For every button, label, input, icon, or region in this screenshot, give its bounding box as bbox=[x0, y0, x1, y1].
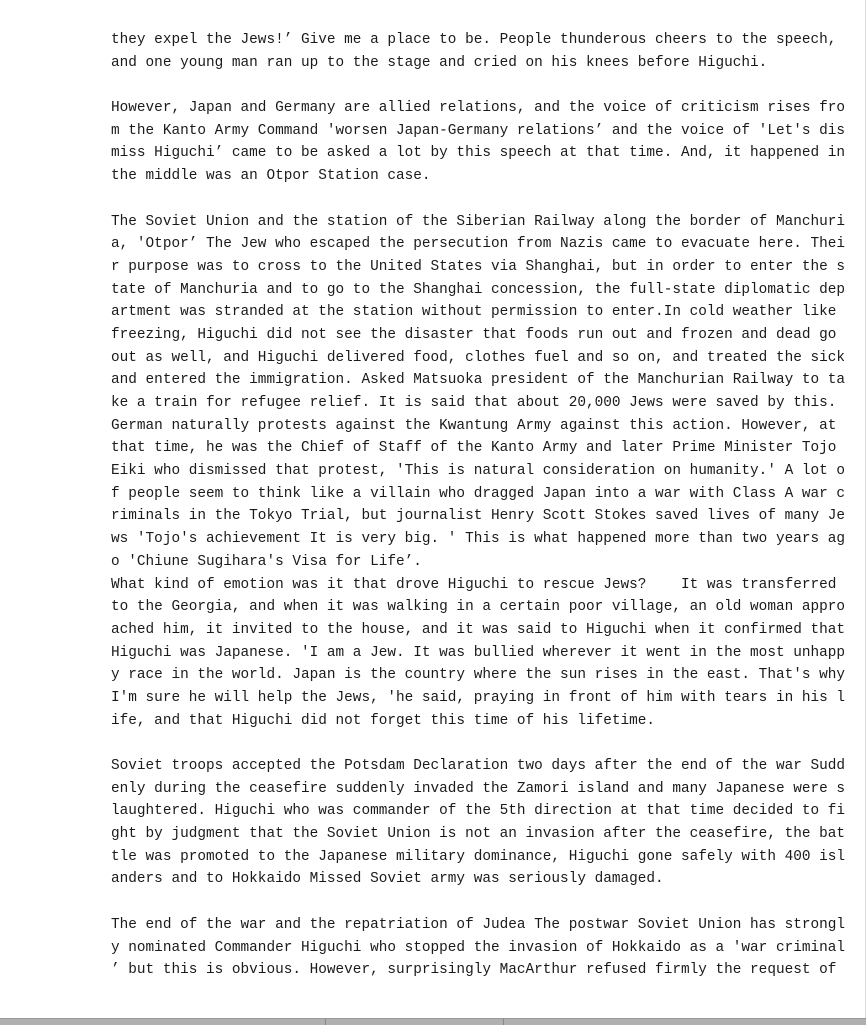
text-line: German naturally protests against the Kwantung Army against this action. However, at bbox=[111, 417, 837, 434]
text-line: to the Georgia, and when it was walking in a certain poor village, an old woman appro bbox=[111, 599, 846, 616]
text-line: However, Japan and Germany are allied relations, and the voice of criticism rises fro bbox=[111, 100, 846, 117]
text-line: Higuchi was Japanese. 'I am a Jew. It was bullied wherever it went in the most unhapp bbox=[111, 644, 846, 661]
text-line: and entered the immigration. Asked Matsuoka president of the Manchurian Railway to ta bbox=[111, 372, 846, 389]
text-line: m the Kanto Army Command 'worsen Japan-Germany relations’ and the voice of 'Let's dis bbox=[111, 122, 846, 139]
text-line: and one young man ran up to the stage and cried on his knees before Higuchi. bbox=[111, 54, 768, 71]
text-line: o 'Chiune Sugihara's Visa for Life’. bbox=[111, 553, 422, 570]
text-line: What kind of emotion was it that drove Higuchi to rescue Jews? It was transferred bbox=[111, 576, 837, 593]
text-line: enly during the ceasefire suddenly invaded the Zamori island and many Japanese were s bbox=[111, 780, 846, 797]
blank-line bbox=[111, 732, 845, 755]
text-line: ife, and that Higuchi did not forget this time of his lifetime. bbox=[111, 712, 656, 729]
text-line: laughtered. Higuchi who was commander of the 5th direction at that time decided to fi bbox=[111, 803, 846, 820]
text-line: r purpose was to cross to the United States via Shanghai, but in order to enter the s bbox=[111, 258, 846, 275]
text-line: that time, he was the Chief of Staff of the Kanto Army and later Prime Minister Tojo bbox=[111, 440, 837, 457]
text-line: artment was stranded at the station without permission to enter.In cold weather like bbox=[111, 304, 837, 321]
blank-line bbox=[111, 188, 845, 211]
scrollbar-divider bbox=[503, 1019, 504, 1025]
blank-line bbox=[111, 891, 845, 914]
text-line: a, 'Otpor’ The Jew who escaped the persecution from Nazis came to evacuate here. Thei bbox=[111, 236, 846, 253]
text-line: tle was promoted to the Japanese military dominance, Higuchi gone safely with 400 isl bbox=[111, 848, 846, 865]
scrollbar-divider bbox=[325, 1019, 326, 1025]
text-line: The end of the war and the repatriation of Judea The postwar Soviet Union has strongl bbox=[111, 916, 846, 933]
text-line: they expel the Jews!’ Give me a place to be. People thunderous cheers to the speech, bbox=[111, 32, 837, 48]
text-line: y nominated Commander Higuchi who stopped the invasion of Hokkaido as a 'war criminal bbox=[111, 939, 846, 956]
text-line: the middle was an Otpor Station case. bbox=[111, 168, 431, 185]
text-line: miss Higuchi’ came to be asked a lot by this speech at that time. And, it happened in bbox=[111, 145, 846, 162]
text-line: y race in the world. Japan is the country where the sun rises in the east. That's why bbox=[111, 667, 846, 684]
text-line: f people seem to think like a villain who dragged Japan into a war with Class A war c bbox=[111, 485, 846, 502]
text-line: out as well, and Higuchi delivered food, clothes fuel and so on, and treated the sick bbox=[111, 349, 846, 366]
text-line: tate of Manchuria and to go to the Shanghai concession, the full-state diplomatic dep bbox=[111, 281, 846, 298]
blank-line bbox=[111, 74, 845, 97]
text-line: I'm sure he will help the Jews, 'he said, praying in front of him with tears in his l bbox=[111, 689, 846, 706]
text-line: Soviet troops accepted the Potsdam Declaration two days after the end of the war Sudd bbox=[111, 758, 846, 774]
text-line: ’ but this is obvious. However, surprisingly MacArthur refused firmly the request of bbox=[111, 962, 837, 979]
text-line: freezing, Higuchi did not see the disaster that foods run out and frozen and dead go bbox=[111, 326, 837, 343]
text-line: The Soviet Union and the station of the Siberian Railway along the border of Manchuri bbox=[111, 213, 846, 230]
text-line: ws 'Tojo's achievement It is very big. ' This is what happened more than two years ag bbox=[111, 531, 846, 548]
text-line: ached him, it invited to the house, and it was said to Higuchi when it confirmed that bbox=[111, 621, 846, 638]
document-body bbox=[111, 29, 845, 982]
text-line: ke a train for refugee relief. It is said that about 20,000 Jews were saved by this. bbox=[111, 395, 837, 411]
text-line: Eiki who dismissed that protest, 'This is natural consideration on humanity.' A lot o bbox=[111, 463, 846, 480]
text-line: ght by judgment that the Soviet Union is not an invasion after the ceasefire, the bat bbox=[111, 826, 846, 843]
text-line: anders and to Hokkaido Missed Soviet army was seriously damaged. bbox=[111, 871, 664, 888]
text-line: riminals in the Tokyo Trial, but journalist Henry Scott Stokes saved lives of many Je bbox=[111, 508, 846, 525]
